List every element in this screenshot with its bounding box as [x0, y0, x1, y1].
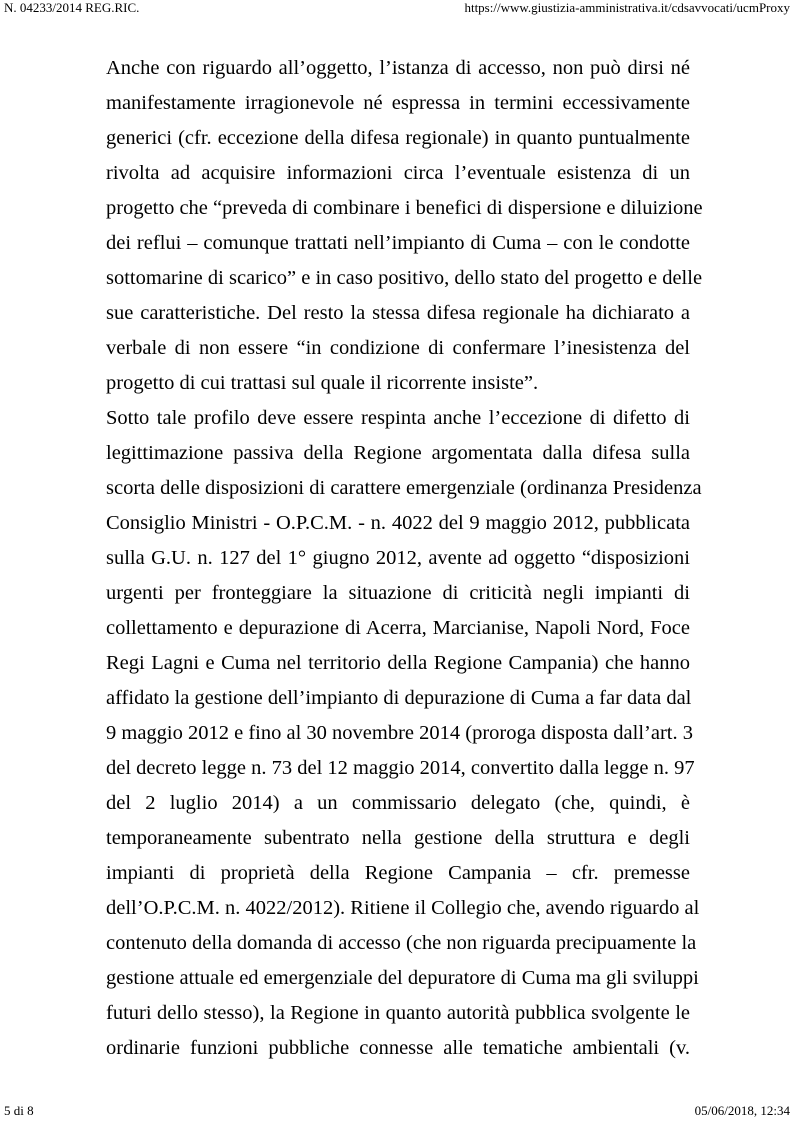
text-line: futuri dello stesso), la Regione in quanto autorità pubblica svolgente le: [106, 1002, 690, 1024]
text-line: Sotto tale profilo deve essere respinta anche l’eccezione di difetto di: [106, 407, 690, 429]
text-line: ordinarie funzioni pubbliche connesse alle tematiche ambientali (v.: [106, 1037, 690, 1059]
text-line: generici (cfr. eccezione della difesa regionale) in quanto puntualmente: [106, 127, 690, 149]
text-line: Regi Lagni e Cuma nel territorio della Regione Campania) che hanno: [106, 652, 690, 674]
text-line: progetto di cui trattasi sul quale il ricorrente insiste”.: [106, 372, 539, 394]
text-line: legittimazione passiva della Regione argomentata dalla difesa sulla: [106, 442, 690, 464]
text-line: scorta delle disposizioni di carattere emergenziale (ordinanza Presidenza: [106, 477, 702, 499]
text-line: collettamento e depurazione di Acerra, Marcianise, Napoli Nord, Foce: [106, 617, 690, 639]
text-line: 9 maggio 2012 e fino al 30 novembre 2014 (proroga disposta dall’art. 3: [106, 722, 693, 744]
text-line: dell’O.P.C.M. n. 4022/2012). Ritiene il Collegio che, avendo riguardo al: [106, 897, 700, 919]
text-line: temporaneamente subentrato nella gestione della struttura e degli: [106, 827, 690, 849]
text-line: Anche con riguardo all’oggetto, l’istanza di accesso, non può dirsi né: [106, 57, 690, 79]
text-line: manifestamente irragionevole né espressa in termini eccessivamente: [106, 92, 690, 114]
text-line: del decreto legge n. 73 del 12 maggio 2014, convertito dalla legge n. 97: [106, 757, 695, 779]
text-line: sue caratteristiche. Del resto la stessa difesa regionale ha dichiarato a: [106, 302, 690, 324]
text-line: contenuto della domanda di accesso (che non riguarda precipuamente la: [106, 932, 697, 954]
text-line: dei reflui – comunque trattati nell’impianto di Cuma – con le condotte: [106, 232, 690, 254]
text-line: affidato la gestione dell’impianto di depurazione di Cuma a far data dal: [106, 687, 692, 709]
text-line: verbale di non essere “in condizione di confermare l’inesistenza del: [106, 337, 690, 359]
paragraph-access-request: [106, 51, 703, 401]
text-line: impianti di proprietà della Regione Campania – cfr. premesse: [106, 862, 690, 884]
case-number: N. 04233/2014 REG.RIC.: [4, 0, 140, 15]
page-number: 5 di 8: [4, 1103, 34, 1118]
text-line: del 2 luglio 2014) a un commissario delegato (che, quindi, è: [106, 792, 690, 814]
text-line: Consiglio Ministri - O.P.C.M. - n. 4022 del 9 maggio 2012, pubblicata: [106, 512, 690, 534]
source-url: https://www.giustizia-amministrativa.it/cdsavvocati/ucmProxy: [464, 0, 790, 15]
text-line: sulla G.U. n. 127 del 1° giugno 2012, avente ad oggetto “disposizioni: [106, 547, 690, 569]
text-line: gestione attuale ed emergenziale del depuratore di Cuma ma gli sviluppi: [106, 967, 699, 989]
print-datetime: 05/06/2018, 12:34: [694, 1103, 790, 1118]
document-body: [106, 51, 703, 1066]
text-line: sottomarine di scarico” e in caso positivo, dello stato del progetto e delle: [106, 267, 703, 289]
paragraph-passive-legitimation: [106, 401, 702, 1066]
text-line: progetto che “preveda di combinare i benefici di dispersione e diluizione: [106, 197, 703, 219]
text-line: rivolta ad acquisire informazioni circa l’eventuale esistenza di un: [106, 162, 690, 184]
text-line: urgenti per fronteggiare la situazione di criticità negli impianti di: [106, 582, 690, 604]
